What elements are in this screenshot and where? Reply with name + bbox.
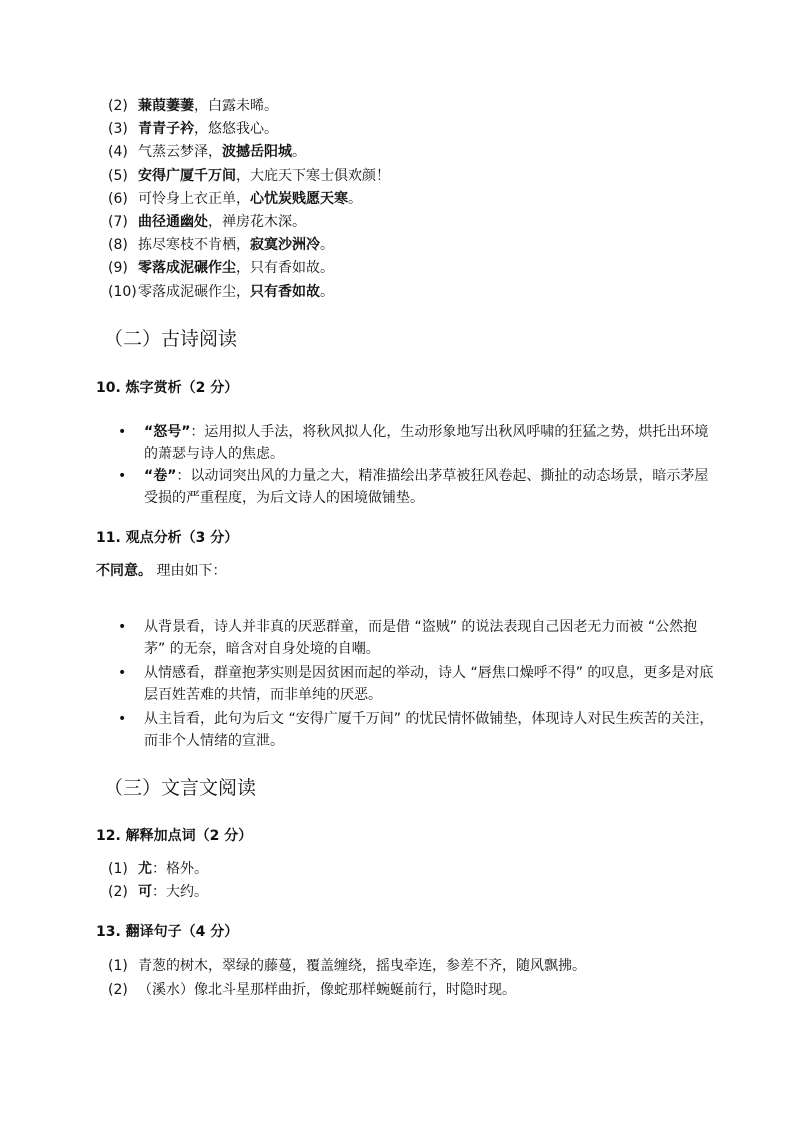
recitation-item: [108, 189, 362, 209]
q12-item-1-num: (1): [108, 861, 128, 877]
q12-item-1: [108, 859, 208, 879]
recitation-answer-text: 蒹葭萋萋: [138, 98, 194, 114]
q12-item-2-word: 可: [138, 884, 152, 900]
q13-item-1-num: (1): [108, 958, 128, 974]
recitation-answer-text: 心忧炭贱愿天寒: [250, 190, 348, 207]
recitation-item-number: (3): [108, 121, 128, 138]
recitation-item: [108, 142, 306, 162]
question-10-title: 10. 炼字赏析（2 分）: [96, 380, 239, 396]
section-title-ancient-poetry: （二）古诗阅读: [104, 328, 238, 350]
q11-bullet-3: [118, 708, 718, 752]
recitation-given-text: 可怜身上衣正单，: [138, 190, 250, 207]
q10-bullet-1: [118, 421, 718, 465]
recitation-item: [108, 212, 306, 232]
q12-item-1-text: ：格外。: [152, 861, 208, 877]
recitation-given-text: 零落成泥碾作尘，: [138, 283, 250, 300]
recitation-item-number: (6): [108, 190, 128, 207]
recitation-given-text: 拣尽寒枝不肯栖，: [138, 237, 250, 254]
question-12-title: 12. 解释加点词（2 分）: [96, 828, 253, 844]
recitation-given-text: 。: [320, 283, 334, 300]
q13-item-2-text: （溪水）像北斗星那样曲折，像蛇那样蜿蜒前行，时隐时现。: [138, 982, 516, 998]
q10-bullet-2-key: “卷”: [144, 468, 177, 484]
q11-bullet-2: [118, 662, 718, 706]
bullet-dot-icon: •: [118, 424, 127, 440]
recitation-answer-text: 只有香如故: [250, 283, 320, 300]
bullet-dot-icon: •: [118, 665, 127, 681]
recitation-item: [108, 96, 278, 116]
recitation-answer-text: 曲径通幽处: [138, 214, 208, 230]
q10-bullet-2: [118, 465, 718, 509]
recitation-item-number: (2): [108, 98, 128, 114]
bullet-dot-icon: •: [118, 619, 127, 635]
recitation-answer-text: 青青子衿: [138, 121, 194, 138]
recitation-item-number: (9): [108, 260, 128, 277]
recitation-item-number: (4): [108, 144, 128, 161]
q11-bullet-2-text: 从情感看，群童抱茅实则是因贫困而起的举动，诗人 “唇焦口燥呼不得” 的叹息，更多是对底层百姓苦难的共情，而非单纯的厌恶。: [144, 665, 714, 703]
bullet-dot-icon: •: [118, 468, 127, 484]
recitation-item: [108, 119, 278, 139]
recitation-item: [108, 258, 334, 278]
recitation-item-number: (10): [108, 283, 137, 300]
q10-bullet-2-text: ：以动词突出风的力量之大，精准描绘出茅草被狂风卷起、撕扯的动态场景，暗示茅屋受损的严重程度，为后文诗人的困境做铺垫。: [144, 468, 709, 506]
section-title-classical-chinese: （三）文言文阅读: [104, 777, 257, 799]
q11-answer: [96, 561, 226, 581]
recitation-item-number: (7): [108, 214, 128, 230]
question-13-title: 13. 翻译句子（4 分）: [96, 924, 239, 940]
recitation-answer-text: 波撼岳阳城: [222, 144, 292, 161]
q12-item-1-word: 尤: [138, 861, 152, 877]
recitation-item-number: (5): [108, 167, 128, 184]
recitation-item: [108, 235, 334, 255]
recitation-item-number: (8): [108, 237, 128, 254]
recitation-answer-text: 安得广厦千万间: [138, 167, 236, 184]
q13-item-2-num: (2): [108, 982, 128, 998]
q13-item-1: [108, 956, 586, 976]
q13-item-2: [108, 980, 516, 1000]
q12-item-2-num: (2): [108, 884, 128, 900]
recitation-given-text: 。: [320, 237, 334, 254]
recitation-given-text: ，禅房花木深。: [208, 214, 306, 230]
q10-bullet-1-key: “怒号”: [144, 424, 191, 440]
question-11-title: 11. 观点分析（3 分）: [96, 530, 239, 546]
q12-item-2-text: ：大约。: [152, 884, 208, 900]
recitation-item: [108, 282, 334, 302]
recitation-given-text: 。: [348, 190, 362, 207]
q11-bullet-1: [118, 616, 718, 660]
q11-bullet-3-text: 从主旨看，此句为后文 “安得广厦千万间” 的忧民情怀做铺垫，体现诗人对民生疾苦的关注，而非个人情绪的宣泄。: [144, 711, 714, 749]
q11-answer-verdict: 不同意。: [96, 563, 152, 579]
recitation-answer-text: 零落成泥碾作尘: [138, 260, 236, 277]
q13-item-1-text: 青葱的树木，翠绿的藤蔓，覆盖缠绕，摇曳牵连，参差不齐，随风飘拂。: [138, 958, 586, 974]
recitation-given-text: ，大庇天下寒士俱欢颜！: [236, 167, 390, 184]
recitation-given-text: 气蒸云梦泽，: [138, 144, 222, 161]
q11-answer-lead: 理由如下：: [156, 563, 227, 579]
q10-bullet-1-text: ：运用拟人手法，将秋风拟人化，生动形象地写出秋风呼啸的狂猛之势，烘托出环境的萧瑟与诗人的焦虑。: [144, 424, 709, 462]
recitation-given-text: ，悠悠我心。: [194, 121, 278, 138]
bullet-dot-icon: •: [118, 711, 127, 727]
recitation-item: [108, 166, 390, 186]
recitation-answer-text: 寂寞沙洲冷: [250, 237, 320, 254]
recitation-given-text: ，只有香如故。: [236, 260, 334, 277]
q12-item-2: [108, 882, 208, 902]
q11-bullet-1-text: 从背景看，诗人并非真的厌恶群童，而是借 “盗贼” 的说法表现自己因老无力而被 “公然抱茅” 的无奈，暗含对自身处境的自嘲。: [144, 619, 698, 657]
recitation-given-text: ，白露未晞。: [194, 98, 278, 114]
recitation-given-text: 。: [292, 144, 306, 161]
